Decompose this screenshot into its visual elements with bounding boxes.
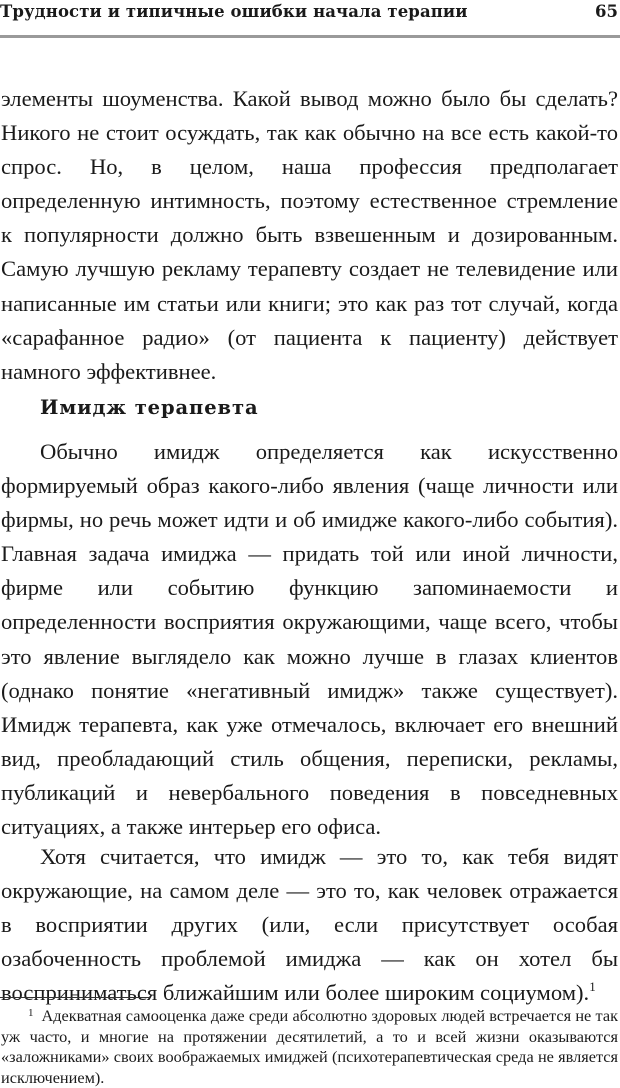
running-head: Трудности и типичные ошибки начала терапии: [0, 2, 468, 21]
footnote: [1, 1006, 618, 1088]
section-heading: Имидж терапевта: [40, 396, 259, 419]
paragraph-1: элементы шоуменства. Какой вывод можно было бы сделать? Никого не стоит осуждать, так как обычно на все есть какой-то спрос. Но, в целом, наша профессия предполагает определенную интимность, поэтому естественное стремление к популярности должно быть взвешенным и дозированным. Самую лучшую рекламу терапевту создает не телевидение или написанные им статьи или книги; это как раз тот случай, когда «сарафанное радио» (от пациента к пациенту) действует намного эффективнее.: [1, 86, 618, 384]
page-header: [0, 0, 620, 26]
footnote-rule: [0, 997, 150, 998]
footnote-mark: 1: [28, 1007, 34, 1019]
footnote-reference[interactable]: 1: [589, 979, 596, 995]
paragraph-3-text: Хотя считается, что имидж — это то, как тебя видят окружающие, на самом деле — это то, как человек отражается в восприятии других (или, если присутствует особая озабоченность проблемой имиджа — как он хотел бы восприниматься ближайшим или более широким социумом).: [1, 844, 618, 1006]
header-rule: [0, 35, 620, 38]
paragraph-3: [1, 840, 618, 1010]
page-number: 65: [595, 2, 618, 21]
footnote-text: Адекватная самооценка даже среди абсолютно здоровых людей встречается не так уж часто, и многие на протяжении десятилетий, а то и всей жизни оказываются «заложниками» своих воображаемых имиджей (психотерапевтическая среда не является исключением).: [1, 1006, 618, 1087]
paragraph-2: Обычно имидж определяется как искусственно формируемый образ какого-либо явления (чаще личности или фирмы, но речь может идти и об имидже какого-либо события). Главная задача имиджа — придать той или иной личности, фирме или событию функцию запоминаемости и определенности восприятия окружающими, чаще всего, чтобы это явление выглядело как можно лучше в глазах клиентов (однако понятие «негативный имидж» также существует). Имидж терапевта, как уже отмечалось, включает его внешний вид, преобладающий стиль общения, переписки, рекламы, публикаций и невербального поведения в повседневных ситуациях, а также интерьер его офиса.: [1, 439, 618, 840]
